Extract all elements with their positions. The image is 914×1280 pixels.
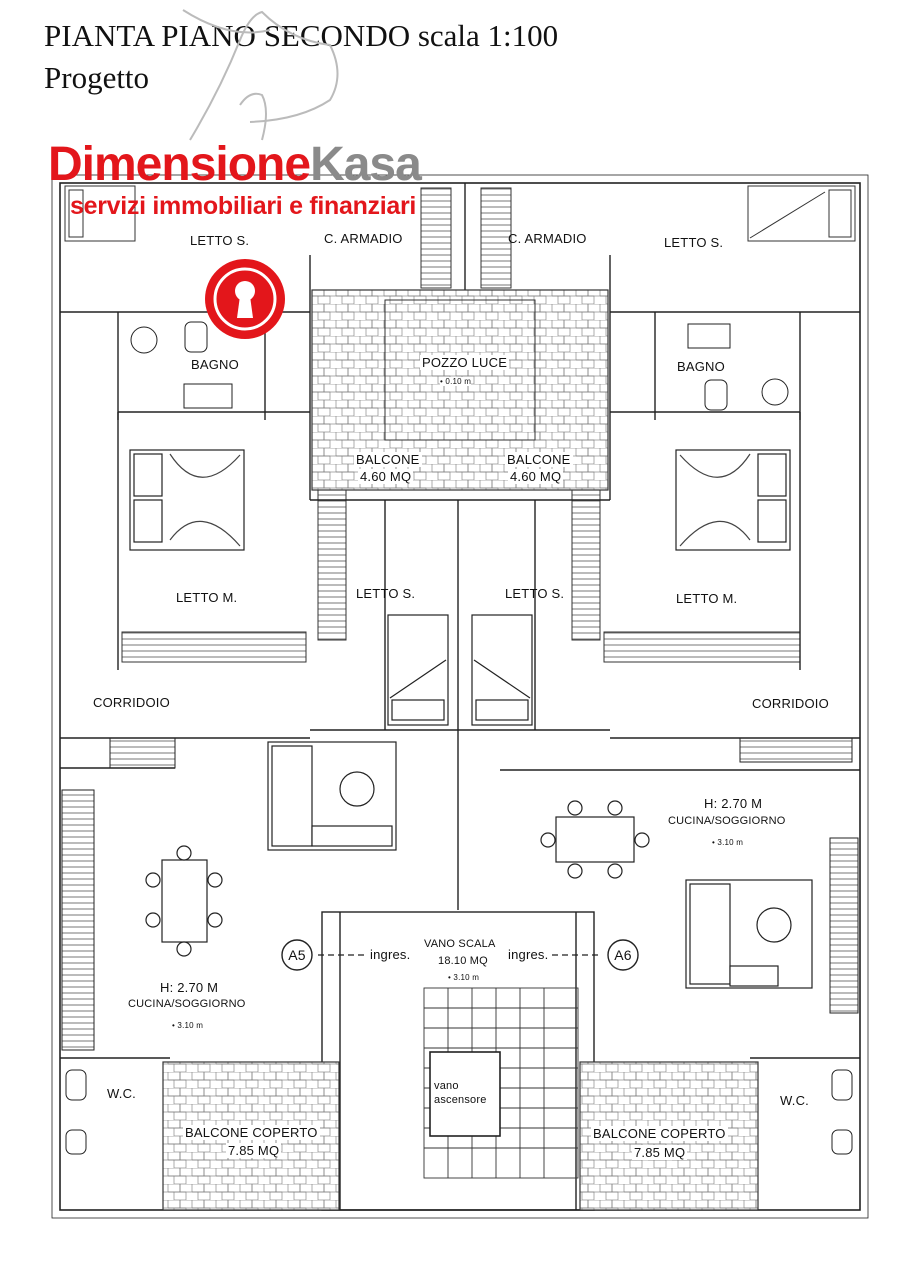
- balcone-right-area: 4.60 MQ: [510, 469, 562, 484]
- room-letto-s-mid-right: LETTO S.: [505, 586, 565, 601]
- height-left: H: 2.70 M: [160, 980, 219, 995]
- pozzo-luce-height: • 0.10 m: [440, 377, 472, 386]
- room-balcone-left: BALCONE: [356, 452, 420, 467]
- a5-label: A5: [288, 947, 306, 963]
- room-bagno-left: BAGNO: [191, 357, 239, 372]
- balcone-coperto-right-area: 7.85 MQ: [634, 1145, 686, 1160]
- roof-sketch: [183, 10, 338, 140]
- a6-label: A6: [614, 947, 632, 963]
- height-right: H: 2.70 M: [704, 796, 763, 811]
- room-wc-right: W.C.: [780, 1093, 809, 1108]
- vano-ascensore-line1: vano: [434, 1080, 459, 1092]
- plan-title: PIANTA PIANO SECONDO scala 1:100: [44, 18, 559, 53]
- cucina-left-level: • 3.10 m: [172, 1021, 204, 1030]
- room-balcone-coperto-left: BALCONE COPERTO: [185, 1125, 318, 1140]
- room-pozzo-luce: POZZO LUCE: [422, 355, 508, 370]
- room-balcone-right: BALCONE: [507, 452, 571, 467]
- ingres-right: ingres.: [508, 947, 549, 962]
- room-corridoio-right: CORRIDOIO: [752, 696, 829, 711]
- brand-name-part2: Kasa: [310, 138, 421, 191]
- brand-tagline: servizi immobiliari e finanziari: [70, 192, 417, 220]
- vano-scala-level: • 3.10 m: [448, 973, 480, 982]
- room-letto-s-top-right: LETTO S.: [664, 235, 724, 250]
- room-vano-scala: VANO SCALA: [424, 938, 496, 950]
- room-letto-s-mid-left: LETTO S.: [356, 586, 416, 601]
- vano-scala-area: 18.10 MQ: [438, 955, 488, 967]
- plan-subtitle: Progetto: [44, 60, 150, 95]
- balcone-coperto-left-area: 7.85 MQ: [228, 1143, 280, 1158]
- room-letto-m-left: LETTO M.: [176, 590, 238, 605]
- cucina-right-level: • 3.10 m: [712, 838, 744, 847]
- room-corridoio-left: CORRIDOIO: [93, 695, 170, 710]
- room-cucina-right: CUCINA/SOGGIORNO: [668, 815, 786, 827]
- vano-ascensore-line2: ascensore: [434, 1094, 487, 1106]
- center-single-beds: [388, 615, 532, 725]
- dining-tables: [146, 801, 649, 956]
- keyhole-icon: [204, 258, 286, 340]
- room-balcone-coperto-right: BALCONE COPERTO: [593, 1126, 726, 1141]
- room-wc-left: W.C.: [107, 1086, 136, 1101]
- room-letto-s-top-left: LETTO S.: [190, 233, 250, 248]
- room-c-armadio-right: C. ARMADIO: [508, 231, 587, 246]
- brand-logo: [48, 140, 421, 190]
- balcone-left-area: 4.60 MQ: [360, 469, 412, 484]
- ingres-left: ingres.: [370, 947, 411, 962]
- brand-name-part1: Dimensione: [48, 138, 311, 191]
- room-c-armadio-left: C. ARMADIO: [324, 231, 403, 246]
- room-bagno-right: BAGNO: [677, 359, 725, 374]
- room-cucina-left: CUCINA/SOGGIORNO: [128, 998, 246, 1010]
- room-letto-m-right: LETTO M.: [676, 591, 738, 606]
